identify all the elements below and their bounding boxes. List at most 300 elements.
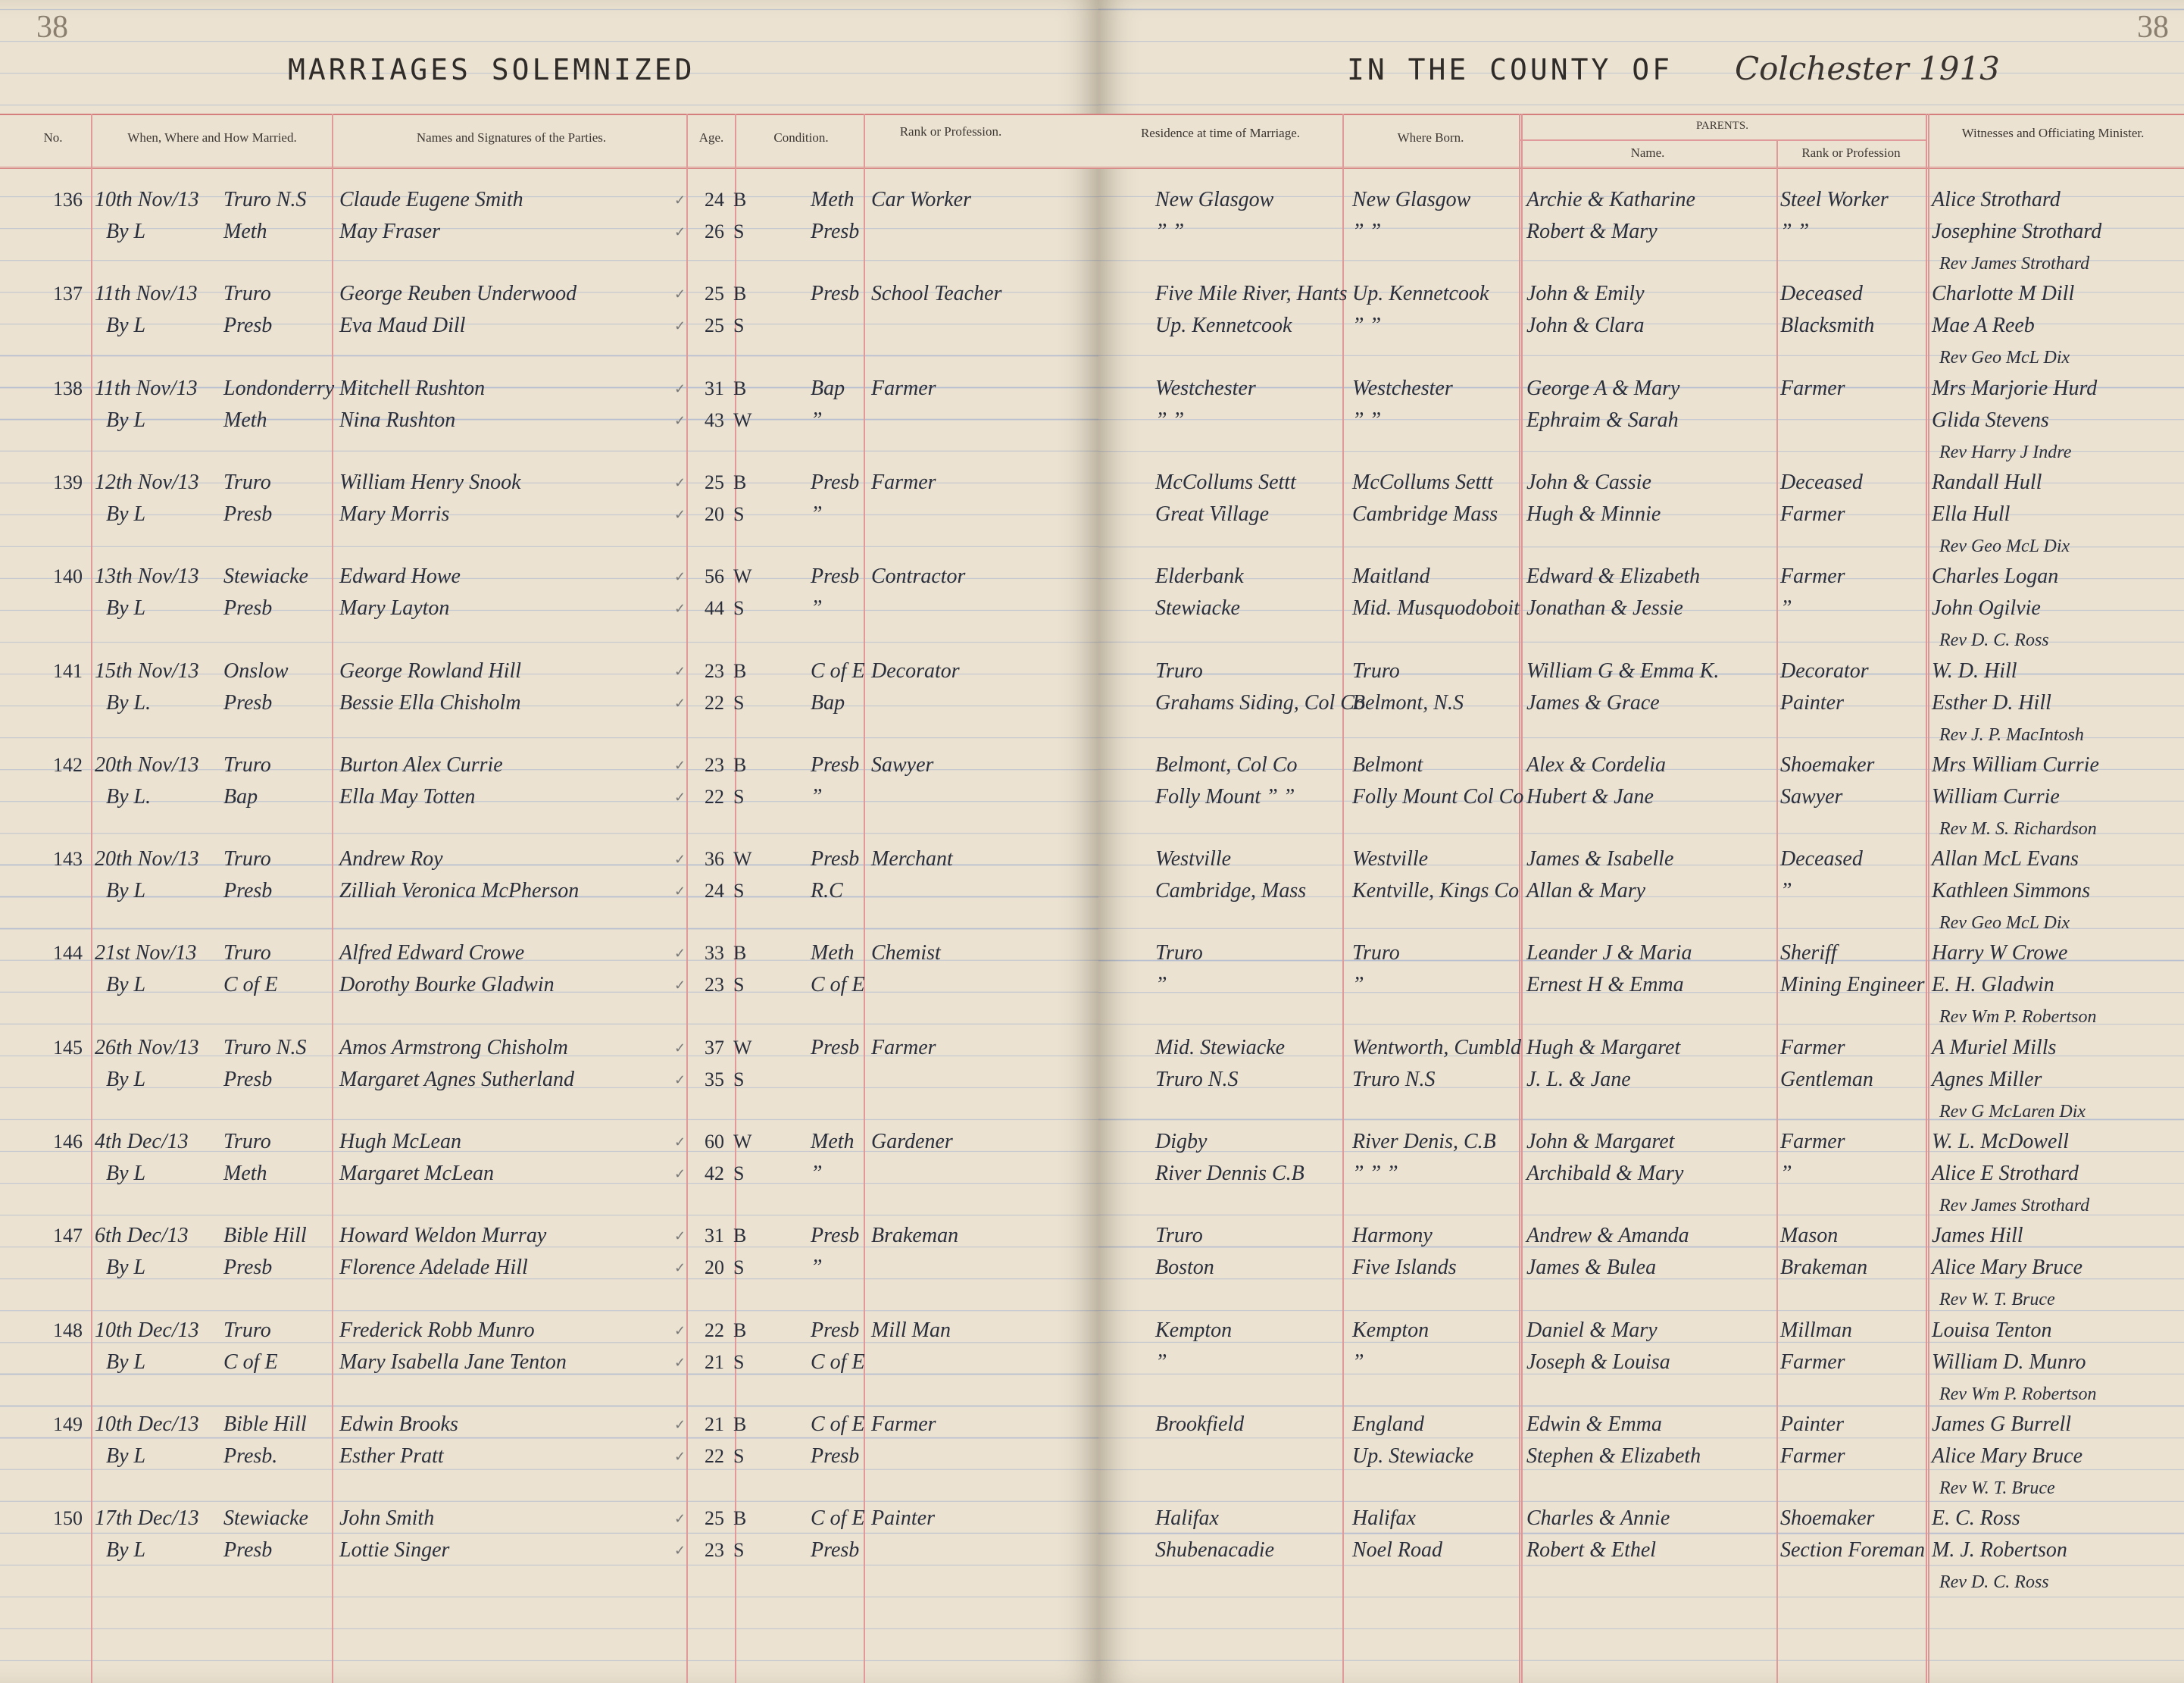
groom-rank: Farmer <box>871 1412 936 1436</box>
entry-licence: By L. <box>106 784 152 809</box>
groom-age: 60 <box>705 1131 724 1153</box>
groom-name: Edward Howe <box>339 565 461 589</box>
groom-parents: Alex & Cordelia <box>1526 752 1667 777</box>
bride-age: 21 <box>705 1350 724 1373</box>
bride-residence: ” ” <box>1155 220 1185 243</box>
bride-parents-rank: Painter <box>1780 690 1844 715</box>
witness-1: Randall Hull <box>1932 470 2042 494</box>
bride-birthplace: Mid. Musquodoboit <box>1352 596 1520 621</box>
entry-number: 137 <box>53 283 83 305</box>
groom-name: Alfred Edward Crowe <box>339 941 525 965</box>
witness-1: Allan McL Evans <box>1932 847 2079 871</box>
entry-denomination: C of E <box>223 1350 278 1374</box>
entry-place: Truro <box>223 282 271 306</box>
witness-2: Alice Mary Bruce <box>1932 1444 2083 1468</box>
groom-condition: B <box>733 753 747 776</box>
witness-1: W. L. McDowell <box>1932 1130 2069 1153</box>
witness-2: Alice Mary Bruce <box>1932 1256 2083 1280</box>
groom-parents-rank: Deceased <box>1780 470 1863 494</box>
officiating-minister: Rev W. T. Bruce <box>1939 1290 2055 1310</box>
groom-rank: School Teacher <box>871 282 1002 306</box>
entry-denomination: Presb. <box>223 1444 278 1468</box>
entry-place: Onslow <box>223 658 289 683</box>
groom-condition: W <box>733 565 752 588</box>
bride-residence: Up. Kennetcook <box>1155 314 1292 338</box>
entry-licence: By L <box>106 1444 146 1468</box>
check-mark: ✓ <box>674 852 686 868</box>
bride-condition: S <box>733 1350 745 1373</box>
groom-parents-rank: Sheriff <box>1780 941 1837 965</box>
groom-condition: W <box>733 1131 752 1153</box>
witness-1: James G Burrell <box>1932 1412 2072 1436</box>
bride-birthplace: Folly Mount Col Co <box>1352 784 1524 809</box>
groom-age: 31 <box>705 377 724 399</box>
groom-parents: Edwin & Emma <box>1526 1412 1662 1436</box>
bride-religion: ” <box>811 502 823 526</box>
entry-place: Truro <box>223 470 271 494</box>
bride-age: 43 <box>705 408 724 431</box>
bride-birthplace: ” ” <box>1352 314 1382 338</box>
entry-date: 20th Nov/13 <box>95 847 199 871</box>
officiating-minister: Rev Wm P. Robertson <box>1939 1384 2097 1404</box>
groom-parents: Archie & Katharine <box>1526 188 1695 211</box>
groom-parents-rank: Deceased <box>1780 282 1863 306</box>
witness-1: A Muriel Mills <box>1932 1035 2057 1059</box>
entry-denomination: Presb <box>223 1067 273 1091</box>
witness-1: E. C. Ross <box>1932 1506 2020 1531</box>
groom-condition: B <box>733 1507 747 1530</box>
bride-parents: Hubert & Jane <box>1526 784 1654 809</box>
groom-parents: George A & Mary <box>1526 376 1680 400</box>
bride-name: May Fraser <box>339 220 440 243</box>
entry-place: Truro N.S <box>223 1035 307 1059</box>
officiating-minister: Rev W. T. Bruce <box>1939 1478 2055 1498</box>
officiating-minister: Rev D. C. Ross <box>1939 1572 2049 1593</box>
groom-birthplace: Harmony <box>1352 1224 1433 1248</box>
bride-residence: ” <box>1155 973 1167 997</box>
entry-denomination: Bap <box>223 784 258 809</box>
entry-number: 150 <box>53 1507 83 1530</box>
witness-2: Kathleen Simmons <box>1932 879 2091 903</box>
entry-number: 141 <box>53 659 83 682</box>
groom-religion: Meth <box>811 188 855 211</box>
officiating-minister: Rev M. S. Richardson <box>1939 818 2097 839</box>
witness-1: James Hill <box>1932 1224 2023 1248</box>
groom-residence: Westville <box>1155 847 1232 871</box>
entry-denomination: Presb <box>223 1256 273 1280</box>
witness-2: John Ogilvie <box>1932 596 2041 621</box>
check-mark: ✓ <box>674 1166 686 1181</box>
check-mark: ✓ <box>674 224 686 239</box>
groom-parents-rank: Millman <box>1780 1318 1852 1342</box>
check-mark: ✓ <box>674 1354 686 1370</box>
bride-parents: Stephen & Elizabeth <box>1526 1444 1701 1468</box>
groom-parents: Charles & Annie <box>1526 1506 1670 1531</box>
witness-1: Mrs Marjorie Hurd <box>1932 376 2098 400</box>
entry-date: 13th Nov/13 <box>95 565 199 589</box>
entry-number: 143 <box>53 848 83 871</box>
entry-licence: By L. <box>106 690 152 715</box>
bride-parents-rank: ” <box>1780 596 1792 621</box>
entry-number: 136 <box>53 189 83 211</box>
bride-parents: Robert & Ethel <box>1526 1538 1657 1563</box>
bride-residence: Great Village <box>1155 502 1270 526</box>
bride-religion: ” <box>811 408 823 432</box>
groom-age: 23 <box>705 659 724 682</box>
entry-place: Stewiacke <box>223 565 308 589</box>
groom-condition: W <box>733 1036 752 1059</box>
groom-birthplace: Maitland <box>1352 565 1430 589</box>
groom-residence: Truro <box>1155 658 1203 683</box>
groom-condition: B <box>733 659 747 682</box>
bride-parents: James & Bulea <box>1526 1256 1657 1280</box>
entry-denomination: Presb <box>223 1538 273 1563</box>
bride-condition: S <box>733 1539 745 1562</box>
bride-religion: Bap <box>811 690 845 715</box>
bride-residence: Shubenacadie <box>1155 1538 1275 1563</box>
groom-residence: Kempton <box>1155 1318 1233 1342</box>
bride-name: Eva Maud Dill <box>339 314 466 338</box>
bride-condition: S <box>733 691 745 714</box>
bride-religion: C of E <box>811 1350 865 1374</box>
groom-condition: B <box>733 1319 747 1341</box>
bride-age: 24 <box>705 880 724 903</box>
check-mark: ✓ <box>674 1040 686 1056</box>
witness-2: Mae A Reeb <box>1932 314 2035 338</box>
witness-1: Harry W Crowe <box>1932 941 2068 965</box>
entry-number: 149 <box>53 1412 83 1435</box>
bride-age: 23 <box>705 974 724 996</box>
bride-residence: ” <box>1155 1350 1167 1374</box>
officiating-minister: Rev J. P. MacIntosh <box>1939 724 2084 745</box>
entry-licence: By L <box>106 973 146 997</box>
groom-religion: Presb <box>811 1035 860 1059</box>
entry-denomination: Presb <box>223 690 273 715</box>
entry-place: Truro <box>223 752 271 777</box>
entry-number: 146 <box>53 1131 83 1153</box>
entry-number: 138 <box>53 377 83 399</box>
groom-condition: B <box>733 942 747 965</box>
header-no: No. <box>43 130 63 145</box>
check-mark: ✓ <box>674 884 686 899</box>
bride-name: Esther Pratt <box>339 1444 444 1468</box>
officiating-minister: Rev Geo McL Dix <box>1939 348 2070 368</box>
bride-parents-rank: Farmer <box>1780 502 1845 526</box>
bride-parents-rank: ” <box>1780 879 1792 903</box>
bride-parents-rank: ” ” <box>1780 220 1810 243</box>
header-parents-name: Name. <box>1630 145 1665 160</box>
groom-parents: Andrew & Amanda <box>1526 1224 1689 1248</box>
bride-parents: Robert & Mary <box>1526 220 1658 243</box>
entry-licence: By L <box>106 1350 146 1374</box>
groom-rank: Car Worker <box>871 188 971 211</box>
entry-denomination: Presb <box>223 314 273 338</box>
bride-condition: S <box>733 314 745 337</box>
groom-age: 22 <box>705 1319 724 1341</box>
bride-parents-rank: Section Foreman <box>1780 1538 1926 1563</box>
witness-2: M. J. Robertson <box>1932 1538 2067 1563</box>
check-mark: ✓ <box>674 757 686 773</box>
groom-age: 21 <box>705 1412 724 1435</box>
officiating-minister: Rev G McLaren Dix <box>1939 1101 2086 1121</box>
entry-date: 12th Nov/13 <box>95 470 199 494</box>
bride-parents: Ernest H & Emma <box>1526 973 1684 997</box>
left-page-number: 38 <box>36 10 68 45</box>
witness-2: Ella Hull <box>1932 502 2011 526</box>
bride-birthplace: ” ” <box>1352 220 1382 243</box>
groom-religion: Presb <box>811 847 860 871</box>
check-mark: ✓ <box>674 601 686 617</box>
groom-parents: James & Isabelle <box>1526 847 1674 871</box>
check-mark: ✓ <box>674 978 686 993</box>
header-parents: PARENTS. <box>1695 120 1749 132</box>
bride-condition: S <box>733 974 745 996</box>
header-residence: Residence at time of Marriage. <box>1140 126 1301 140</box>
bride-parents: J. L. & Jane <box>1526 1067 1631 1091</box>
groom-condition: B <box>733 189 747 211</box>
check-mark: ✓ <box>674 1134 686 1150</box>
groom-condition: B <box>733 283 747 305</box>
bride-condition: S <box>733 502 745 525</box>
entry-place: Bible Hill <box>223 1412 307 1436</box>
groom-rank: Chemist <box>871 941 941 965</box>
groom-residence: Truro <box>1155 1224 1203 1248</box>
bride-residence: ” ” <box>1155 408 1185 432</box>
bride-name: Zilliah Veronica McPherson <box>339 879 580 903</box>
groom-birthplace: Wentworth, Cumbld <box>1352 1035 1521 1059</box>
groom-name: Mitchell Rushton <box>339 376 486 400</box>
groom-religion: Bap <box>811 376 845 400</box>
bride-condition: S <box>733 221 745 242</box>
bride-religion: Presb <box>811 220 860 243</box>
bride-parents: Archibald & Mary <box>1526 1162 1684 1185</box>
groom-age: 36 <box>705 848 724 871</box>
entry-date: 15th Nov/13 <box>95 658 199 683</box>
header-age: Age. <box>698 130 724 145</box>
bride-name: Nina Rushton <box>339 408 456 432</box>
groom-age: 37 <box>705 1036 724 1059</box>
groom-age: 56 <box>705 565 724 588</box>
groom-parents: John & Emily <box>1526 282 1645 306</box>
bride-birthplace: Belmont, N.S <box>1352 690 1464 715</box>
bride-birthplace: Five Islands <box>1352 1256 1457 1280</box>
entry-licence: By L <box>106 1538 146 1563</box>
groom-residence: McCollums Settt <box>1155 470 1296 494</box>
bride-residence: Cambridge, Mass <box>1155 879 1307 903</box>
groom-name: Frederick Robb Munro <box>339 1318 535 1342</box>
bride-religion: Presb <box>811 1444 860 1468</box>
header-condition: Condition. <box>773 130 829 145</box>
right-page <box>1098 0 2184 1683</box>
bride-parents-rank: Mining Engineer <box>1780 973 1925 997</box>
bride-birthplace: ” <box>1352 1350 1364 1374</box>
entry-date: 11th Nov/13 <box>95 376 198 400</box>
check-mark: ✓ <box>674 412 686 428</box>
witness-2: Josephine Strothard <box>1932 220 2102 243</box>
groom-residence: Elderbank <box>1155 565 1244 589</box>
entry-place: Londonderry <box>223 376 335 400</box>
check-mark: ✓ <box>674 1260 686 1276</box>
groom-birthplace: River Denis, C.B <box>1352 1130 1496 1153</box>
right-page-title: IN THE COUNTY OF <box>1347 53 1673 86</box>
groom-name: William Henry Snook <box>339 470 521 494</box>
officiating-minister: Rev Geo McL Dix <box>1939 913 2070 934</box>
groom-birthplace: Belmont <box>1352 752 1423 777</box>
bride-birthplace: Cambridge Mass <box>1352 502 1498 526</box>
entry-licence: By L <box>106 879 146 903</box>
groom-condition: B <box>733 1225 747 1247</box>
groom-rank: Brakeman <box>871 1224 959 1248</box>
entry-date: 10th Nov/13 <box>95 188 199 211</box>
witness-1: Alice Strothard <box>1932 188 2061 211</box>
groom-residence: Digby <box>1155 1130 1208 1153</box>
bride-age: 42 <box>705 1162 724 1184</box>
groom-condition: W <box>733 848 752 871</box>
groom-religion: Presb <box>811 470 860 494</box>
bride-residence: Truro N.S <box>1155 1067 1239 1091</box>
check-mark: ✓ <box>674 1511 686 1527</box>
witness-2: Glida Stevens <box>1932 408 2049 432</box>
groom-parents: Edward & Elizabeth <box>1526 565 1701 589</box>
bride-condition: S <box>733 880 745 903</box>
witness-2: William D. Munro <box>1932 1350 2086 1374</box>
entry-place: Bible Hill <box>223 1224 307 1248</box>
groom-name: George Reuben Underwood <box>339 282 577 306</box>
check-mark: ✓ <box>674 1448 686 1464</box>
witness-1: Charles Logan <box>1932 565 2059 589</box>
groom-rank: Mill Man <box>871 1318 951 1342</box>
entry-licence: By L <box>106 1162 146 1185</box>
groom-parents-rank: Painter <box>1780 1412 1844 1436</box>
bride-condition: S <box>733 1256 745 1279</box>
groom-age: 33 <box>705 942 724 965</box>
groom-rank: Farmer <box>871 376 936 400</box>
entry-licence: By L <box>106 220 146 243</box>
bride-birthplace: Truro N.S <box>1352 1067 1436 1091</box>
witness-1: Louisa Tenton <box>1932 1318 2052 1342</box>
bride-condition: S <box>733 1162 745 1184</box>
bride-name: Margaret Agnes Sutherland <box>339 1067 575 1091</box>
bride-age: 22 <box>705 1444 724 1467</box>
bride-birthplace: Up. Stewiacke <box>1352 1444 1474 1468</box>
groom-residence: Five Mile River, Hants <box>1155 282 1348 306</box>
officiating-minister: Rev Geo McL Dix <box>1939 536 2070 556</box>
entry-licence: By L <box>106 314 146 338</box>
groom-rank: Decorator <box>871 658 960 683</box>
header-parents-rank: Rank or Profession <box>1801 145 1901 160</box>
bride-condition: W <box>733 408 752 431</box>
check-mark: ✓ <box>674 192 686 208</box>
bride-religion: C of E <box>811 973 865 997</box>
groom-name: George Rowland Hill <box>339 658 522 683</box>
bride-name: Lottie Singer <box>339 1538 450 1563</box>
groom-residence: New Glasgow <box>1155 188 1274 211</box>
groom-parents-rank: Farmer <box>1780 1035 1845 1059</box>
bride-age: 20 <box>705 1256 724 1279</box>
entry-denomination: Meth <box>223 1162 267 1185</box>
officiating-minister: Rev Harry J Indre <box>1939 442 2072 462</box>
groom-birthplace: New Glasgow <box>1352 188 1471 211</box>
header-witnesses: Witnesses and Officiating Minister. <box>1961 126 2145 140</box>
groom-residence: Belmont, Col Co <box>1155 752 1298 777</box>
witness-1: Mrs William Currie <box>1932 752 2099 777</box>
bride-residence: Folly Mount ” ” <box>1155 784 1295 809</box>
bride-birthplace: Kentville, Kings Co <box>1352 879 1520 903</box>
groom-rank: Farmer <box>871 1035 936 1059</box>
check-mark: ✓ <box>674 946 686 962</box>
check-mark: ✓ <box>674 1322 686 1338</box>
witness-2: E. H. Gladwin <box>1932 973 2054 997</box>
entry-place: Stewiacke <box>223 1506 308 1531</box>
header-rank: Rank or Profession. <box>899 124 1002 139</box>
right-page-number: 38 <box>2137 10 2169 45</box>
witness-2: Esther D. Hill <box>1932 690 2051 715</box>
header-names: Names and Signatures of the Parties. <box>416 130 607 145</box>
bride-parents-rank: Sawyer <box>1780 784 1843 809</box>
check-mark: ✓ <box>674 506 686 522</box>
officiating-minister: Rev D. C. Ross <box>1939 630 2049 651</box>
bride-parents: Jonathan & Jessie <box>1526 596 1683 621</box>
groom-birthplace: Up. Kennetcook <box>1352 282 1489 306</box>
entry-date: 11th Nov/13 <box>95 282 198 306</box>
bride-birthplace: ” ” ” <box>1352 1162 1398 1185</box>
bride-parents-rank: Farmer <box>1780 1350 1845 1374</box>
bride-name: Dorothy Bourke Gladwin <box>339 973 555 997</box>
bride-condition: S <box>733 1444 745 1467</box>
entry-licence: By L <box>106 1067 146 1091</box>
groom-age: 25 <box>705 1507 724 1530</box>
entry-denomination: Presb <box>223 596 273 621</box>
entry-number: 147 <box>53 1225 83 1247</box>
check-mark: ✓ <box>674 1543 686 1559</box>
groom-rank: Contractor <box>871 565 966 589</box>
groom-name: John Smith <box>339 1506 435 1531</box>
groom-residence: Halifax <box>1155 1506 1219 1531</box>
entry-licence: By L <box>106 408 146 432</box>
groom-name: Amos Armstrong Chisholm <box>339 1035 568 1059</box>
entry-place: Truro N.S <box>223 188 307 211</box>
bride-age: 25 <box>705 314 724 337</box>
groom-religion: Meth <box>811 1130 855 1153</box>
groom-parents-rank: Decorator <box>1780 658 1869 683</box>
entry-licence: By L <box>106 596 146 621</box>
groom-parents-rank: Farmer <box>1780 565 1845 589</box>
entry-number: 148 <box>53 1319 83 1341</box>
bride-parents-rank: Farmer <box>1780 1444 1845 1468</box>
bride-residence: Boston <box>1155 1256 1214 1280</box>
bride-religion: ” <box>811 784 823 809</box>
entry-date: 10th Dec/13 <box>95 1412 199 1436</box>
groom-birthplace: England <box>1352 1412 1424 1436</box>
witness-1: W. D. Hill <box>1932 658 2017 683</box>
groom-birthplace: Truro <box>1352 658 1400 683</box>
bride-religion: ” <box>811 596 823 621</box>
bride-condition: S <box>733 785 745 808</box>
bride-parents: Hugh & Minnie <box>1526 502 1661 526</box>
check-mark: ✓ <box>674 380 686 396</box>
bride-parents-rank: Brakeman <box>1780 1256 1868 1280</box>
groom-residence: Truro <box>1155 941 1203 965</box>
witness-2: Agnes Miller <box>1932 1067 2042 1091</box>
check-mark: ✓ <box>674 569 686 585</box>
check-mark: ✓ <box>674 663 686 679</box>
groom-religion: Presb <box>811 752 860 777</box>
groom-birthplace: Westville <box>1352 847 1429 871</box>
bride-name: Ella May Totten <box>339 784 476 809</box>
header-when: When, Where and How Married. <box>127 130 297 145</box>
bride-age: 22 <box>705 785 724 808</box>
groom-parents: Daniel & Mary <box>1526 1318 1658 1342</box>
